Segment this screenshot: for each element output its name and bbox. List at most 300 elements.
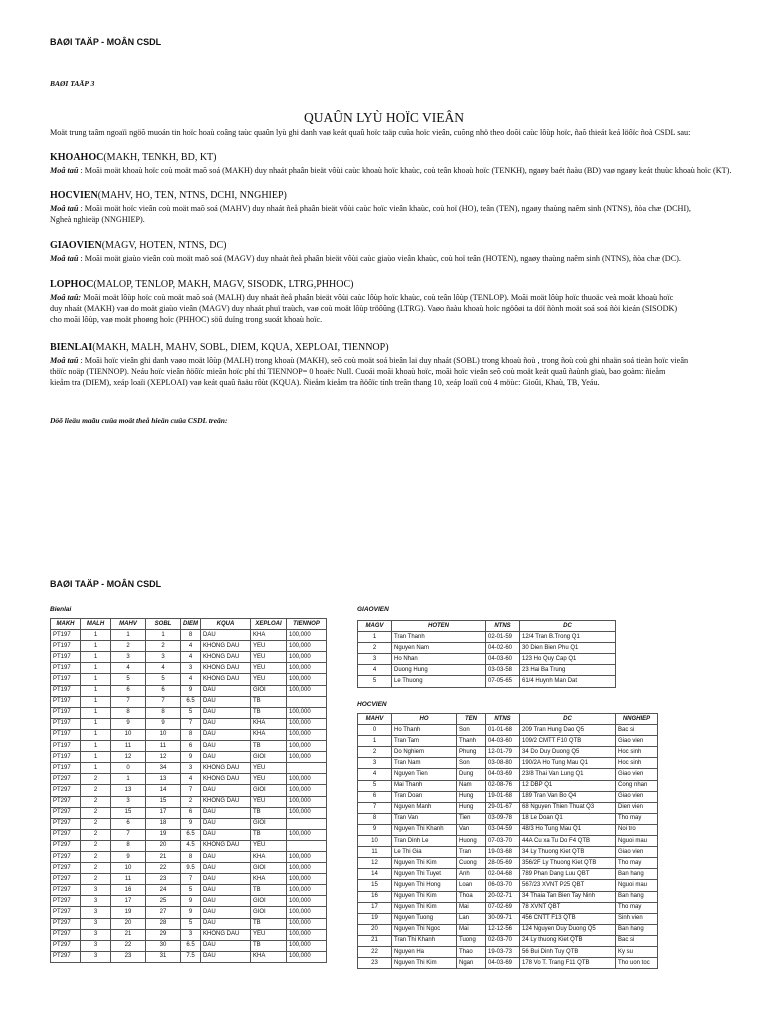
bienlai-cell: GIOI [251, 863, 287, 874]
bienlai-cell: 100,000 [287, 940, 327, 951]
bienlai-cell: 9 [111, 851, 146, 862]
bienlai-cell: DAU [201, 863, 251, 874]
hocvien-row [358, 924, 658, 935]
hocvien-cell: Tho may [616, 902, 658, 913]
bienlai-cell: PT297 [51, 807, 81, 818]
hocvien-cell: Nguyen Thi Kim [392, 858, 457, 869]
hocvien-cell: 04-03-69 [486, 769, 520, 780]
bienlai-cell: 100,000 [287, 707, 327, 718]
bienlai-cell: 1 [81, 663, 111, 674]
giaovien-cell: Nguyen Nam [392, 643, 486, 654]
bienlai-cell: 7 [111, 696, 146, 707]
hocvien-cell: Ban hang [616, 869, 658, 880]
bienlai-cell: GIOI [251, 818, 287, 829]
bienlai-cell: YEU [251, 652, 287, 663]
hocvien-cell: 12-12-56 [486, 924, 520, 935]
hocvien-row [358, 913, 658, 924]
hocvien-row [358, 791, 658, 802]
bienlai-col-header: DIEM [181, 619, 201, 630]
hocvien-row [358, 847, 658, 858]
bienlai-cell: PT197 [51, 652, 81, 663]
bienlai-cell: 100,000 [287, 807, 327, 818]
intro-paragraph: Moät trung taâm ngoaïi ngöõ muoán tin hoïc hoaù coâng taùc quaûn lyù ghi danh vaø keát quaû hoïc taäp cuûa hoïc vieân, cuõng nhö theo doõi caùc lôùp hoïc, ñaõ thieát keá löôïc ñoà CSDL sau: [50, 128, 691, 137]
hocvien-cell: Bac si [616, 725, 658, 736]
bienlai-cell: YEU [251, 641, 287, 652]
bienlai-cell: DAU [201, 907, 251, 918]
hocvien-cell: Ky su [616, 946, 658, 957]
hocvien-row [358, 780, 658, 791]
bienlai-cell: 8 [111, 840, 146, 851]
hocvien-cell: 15 [358, 880, 392, 891]
hocvien-cell: Phung [457, 747, 486, 758]
bienlai-cell: PT297 [51, 896, 81, 907]
hocvien-cell: Hung [457, 791, 486, 802]
hocvien-cell: Nguyen Thi Kim [392, 902, 457, 913]
bienlai-cell: KHONG DAU [201, 663, 251, 674]
hocvien-cell: 24 Ly thuong Kiet QTB [520, 935, 616, 946]
hocvien-row [358, 958, 658, 969]
bienlai-cell: 100,000 [287, 641, 327, 652]
bienlai-cell: 22 [146, 863, 181, 874]
bienlai-cell: 1 [81, 729, 111, 740]
hocvien-cell: 0 [358, 725, 392, 736]
giaovien-caption: GIAOVIEN [357, 606, 389, 613]
bienlai-cell: 1 [81, 696, 111, 707]
bienlai-cell: 20 [111, 918, 146, 929]
bienlai-cell: 9 [146, 718, 181, 729]
hocvien-row [358, 858, 658, 869]
hocvien-cell: 109/2 CMTT F10 QTB [520, 736, 616, 747]
bienlai-cell: 4 [181, 774, 201, 785]
bienlai-cell: 15 [111, 807, 146, 818]
bienlai-cell: 2 [81, 840, 111, 851]
bienlai-cell: 2 [81, 785, 111, 796]
bienlai-cell: 1 [111, 774, 146, 785]
bienlai-cell: GIOI [251, 896, 287, 907]
bienlai-cell: PT197 [51, 641, 81, 652]
bienlai-cell: PT197 [51, 763, 81, 774]
bienlai-cell: PT297 [51, 840, 81, 851]
bienlai-cell: PT297 [51, 907, 81, 918]
bienlai-table [50, 618, 327, 963]
hocvien-cell: 16 [358, 891, 392, 902]
hocvien-cell: 5 [358, 780, 392, 791]
giaovien-row [358, 632, 616, 643]
bienlai-row [51, 663, 327, 674]
bienlai-row [51, 840, 327, 851]
bienlai-cell: DAU [201, 896, 251, 907]
description-line: : Moãi hoïc vieân ghi danh vaøo moät lôùp (MALH) trong khoaù (MAKH), seõ coù moät soá bieân lai duy nhaát (SOBL) trong khoaù ñoù , trong ñoù coù ghi nhaän soá tieàn hoïc vieân [78, 356, 689, 365]
bienlai-cell: 100,000 [287, 729, 327, 740]
giaovien-cell: 4 [358, 665, 392, 676]
bienlai-cell: 21 [146, 851, 181, 862]
bienlai-cell: 2 [81, 818, 111, 829]
bienlai-cell: KHA [251, 729, 287, 740]
bienlai-cell: DAU [201, 718, 251, 729]
bienlai-col-header: XEPLOAI [251, 619, 287, 630]
bienlai-cell: 100,000 [287, 829, 327, 840]
giaovien-cell: Le Thuong [392, 676, 486, 687]
hocvien-cell: 14 [358, 869, 392, 880]
bienlai-cell: PT297 [51, 918, 81, 929]
hocvien-cell: 19-03-68 [486, 847, 520, 858]
description-line: Ngheà nghieäp (NNGHIEP). [50, 215, 145, 224]
giaovien-cell: 123 Ho Quy Cap Q1 [520, 654, 616, 665]
hocvien-cell: Giao vien [616, 791, 658, 802]
giaovien-col-header: MAGV [358, 621, 392, 632]
giaovien-cell: Tran Thanh [392, 632, 486, 643]
bienlai-row [51, 863, 327, 874]
giaovien-col-header: DC [520, 621, 616, 632]
hocvien-cell: 34 Thaia Tan Bien Tay Ninh [520, 891, 616, 902]
bienlai-cell: PT297 [51, 951, 81, 962]
entity-attributes: (MAHV, HO, TEN, NTNS, DCHI, NNGHIEP) [97, 190, 287, 201]
bienlai-row [51, 752, 327, 763]
bienlai-cell: 6 [111, 818, 146, 829]
bienlai-cell: 100,000 [287, 863, 327, 874]
bienlai-cell: 1 [81, 718, 111, 729]
hocvien-cell: Anh [457, 869, 486, 880]
bienlai-cell: 7 [181, 874, 201, 885]
bienlai-cell: DAU [201, 707, 251, 718]
bienlai-cell: 9 [111, 718, 146, 729]
bienlai-col-header: MAKH [51, 619, 81, 630]
sample-data-note: Döõ lieäu maãu cuûa moät theå hieän cuûa CSDL treân: [50, 416, 228, 425]
bienlai-cell: 100,000 [287, 896, 327, 907]
hocvien-cell: Lan [457, 913, 486, 924]
bienlai-row [51, 641, 327, 652]
hocvien-row [358, 769, 658, 780]
hocvien-table [357, 713, 658, 969]
page-header: BAØI TAÄP - MOÂN CSDL [50, 37, 162, 47]
hocvien-cell: Nguyen Thi Kim [392, 891, 457, 902]
bienlai-cell: 2 [81, 829, 111, 840]
bienlai-cell: 21 [111, 929, 146, 940]
bienlai-cell: 7.5 [181, 951, 201, 962]
hocvien-cell: Cong nhan [616, 780, 658, 791]
hocvien-row [358, 824, 658, 835]
description-line: cho moãi lôùp, vaø moät phoøng hoïc (PHHOC) söû duïng trong suoát khoaù hoïc. [50, 315, 323, 324]
bienlai-cell: 8 [181, 729, 201, 740]
bienlai-cell: PT297 [51, 829, 81, 840]
bienlai-cell: 6 [111, 685, 146, 696]
bienlai-cell: 6.5 [181, 940, 201, 951]
hocvien-cell: 04-03-69 [486, 958, 520, 969]
bienlai-cell: 31 [146, 951, 181, 962]
bienlai-cell: 100,000 [287, 785, 327, 796]
bienlai-cell: 3 [111, 652, 146, 663]
bienlai-cell: KHONG DAU [201, 796, 251, 807]
bienlai-cell: 1 [81, 630, 111, 641]
hocvien-col-header: NTNS [486, 714, 520, 725]
bienlai-row [51, 652, 327, 663]
entity-attributes: (MAKH, MALH, MAHV, SOBL, DIEM, KQUA, XEPLOAI, TIENNOP) [92, 342, 389, 353]
bienlai-cell: 7 [146, 696, 181, 707]
hocvien-cell: Tran Nam [392, 758, 457, 769]
giaovien-cell: 12/4 Tran B.Trong Q1 [520, 632, 616, 643]
bienlai-cell: 100,000 [287, 851, 327, 862]
bienlai-caption: Bienlai [50, 606, 72, 613]
giaovien-cell: 02-01-59 [486, 632, 520, 643]
bienlai-cell: 2 [181, 796, 201, 807]
bienlai-cell: DAU [201, 940, 251, 951]
hocvien-cell: Tran Doan [392, 791, 457, 802]
hocvien-cell: 19 [358, 913, 392, 924]
hocvien-cell: 789 Phan Dang Luu QBT [520, 869, 616, 880]
bienlai-cell: 3 [81, 940, 111, 951]
bienlai-cell: 100,000 [287, 741, 327, 752]
bienlai-cell: KHA [251, 951, 287, 962]
bienlai-cell: 8 [181, 630, 201, 641]
hocvien-row [358, 747, 658, 758]
bienlai-cell: 1 [111, 630, 146, 641]
hocvien-row [358, 736, 658, 747]
bienlai-col-header: MALH [81, 619, 111, 630]
bienlai-cell: 3 [81, 918, 111, 929]
hocvien-cell: 11 [358, 847, 392, 858]
giaovien-row [358, 676, 616, 687]
bienlai-row [51, 807, 327, 818]
hocvien-row [358, 869, 658, 880]
bienlai-cell: 20 [146, 840, 181, 851]
bienlai-cell: TB [251, 918, 287, 929]
entity-giaovien [50, 240, 740, 264]
bienlai-cell: PT297 [51, 874, 81, 885]
hocvien-row [358, 946, 658, 957]
bienlai-cell: DAU [201, 785, 251, 796]
bienlai-cell: GIOI [251, 685, 287, 696]
description-line: kieåm tra (DIEM), xeáp loaïi (XEPLOAI) vaø keát quaû ñaäu rôùt (KQUA). Ñieåm kieåm tra ñöôïc tính treân thang 10, xeáp loaïi coù 4 möùc: Gioûi, Khaù, TB, Yeáu. [50, 378, 600, 387]
bienlai-cell: GIOI [251, 785, 287, 796]
hocvien-cell: 456 CNTT F13 QTB [520, 913, 616, 924]
bienlai-cell: 3 [81, 929, 111, 940]
hocvien-cell: 3 [358, 758, 392, 769]
bienlai-cell: 3 [181, 663, 201, 674]
bienlai-cell: 7 [111, 829, 146, 840]
bienlai-cell: 1 [146, 630, 181, 641]
bienlai-row [51, 829, 327, 840]
bienlai-cell: KHONG DAU [201, 652, 251, 663]
bienlai-cell: 28 [146, 918, 181, 929]
hocvien-cell: 28-05-69 [486, 858, 520, 869]
hocvien-cell: Thanh [457, 736, 486, 747]
hocvien-cell: 23 [358, 958, 392, 969]
giaovien-cell: 04-02-60 [486, 643, 520, 654]
bienlai-cell: PT197 [51, 663, 81, 674]
hocvien-cell: 34 Ly Thuong Kiet QTB [520, 847, 616, 858]
bienlai-cell: 5 [181, 918, 201, 929]
bienlai-cell: 100,000 [287, 885, 327, 896]
bienlai-row [51, 707, 327, 718]
bienlai-col-header: SOBL [146, 619, 181, 630]
hocvien-cell: 9 [358, 824, 392, 835]
bienlai-cell: TB [251, 807, 287, 818]
bienlai-cell: PT197 [51, 707, 81, 718]
bienlai-cell: PT297 [51, 818, 81, 829]
bienlai-row [51, 796, 327, 807]
hocvien-row [358, 725, 658, 736]
bienlai-cell: DAU [201, 696, 251, 707]
bienlai-cell: 29 [146, 929, 181, 940]
bienlai-cell: 9 [181, 818, 201, 829]
bienlai-cell: TB [251, 741, 287, 752]
hocvien-cell: Nguoi mau [616, 836, 658, 847]
bienlai-cell: 3 [81, 896, 111, 907]
bienlai-cell: KHONG DAU [201, 840, 251, 851]
bienlai-cell: 2 [81, 796, 111, 807]
hocvien-cell: 17 [358, 902, 392, 913]
bienlai-cell: YEU [251, 674, 287, 685]
bienlai-cell: TB [251, 696, 287, 707]
hocvien-cell: 124 Nguyen Duy Duong Q5 [520, 924, 616, 935]
bienlai-cell: DAU [201, 918, 251, 929]
hocvien-cell: Nguoi mau [616, 880, 658, 891]
bienlai-cell: KHONG DAU [201, 763, 251, 774]
bienlai-cell: PT197 [51, 741, 81, 752]
bienlai-cell: 100,000 [287, 652, 327, 663]
hocvien-cell: 4 [358, 769, 392, 780]
bienlai-row [51, 818, 327, 829]
hocvien-cell: Hung [457, 802, 486, 813]
bienlai-cell: 6 [181, 741, 201, 752]
bienlai-cell: 7 [181, 718, 201, 729]
bienlai-cell: 27 [146, 907, 181, 918]
bienlai-cell: 23 [111, 951, 146, 962]
giaovien-cell: Ho Nhan [392, 654, 486, 665]
bienlai-cell: 12 [146, 752, 181, 763]
bienlai-cell: PT297 [51, 940, 81, 951]
bienlai-cell: TB [251, 885, 287, 896]
bienlai-cell: PT297 [51, 863, 81, 874]
bienlai-cell: 3 [181, 929, 201, 940]
page-header-2: BAØI TAÄP - MOÂN CSDL [50, 579, 162, 589]
bienlai-row [51, 851, 327, 862]
bienlai-cell: 5 [181, 885, 201, 896]
giaovien-cell: Duong Hung [392, 665, 486, 676]
bienlai-cell: 16 [111, 885, 146, 896]
hocvien-cell: 04-03-60 [486, 736, 520, 747]
hocvien-row [358, 802, 658, 813]
bienlai-cell: 3 [81, 885, 111, 896]
hocvien-cell: 356/2F Ly Thuong Kiet QTB [520, 858, 616, 869]
bienlai-cell: 3 [181, 763, 201, 774]
bienlai-cell: 6 [181, 807, 201, 818]
bienlai-cell: TB [251, 940, 287, 951]
bienlai-cell: 24 [146, 885, 181, 896]
bienlai-cell: 2 [81, 774, 111, 785]
hocvien-cell: 10 [358, 836, 392, 847]
bienlai-cell: 100,000 [287, 630, 327, 641]
bienlai-cell: 1 [81, 641, 111, 652]
hocvien-cell: Ngan [457, 958, 486, 969]
bienlai-cell: KHA [251, 874, 287, 885]
bienlai-cell: 22 [111, 940, 146, 951]
hocvien-cell: 02-08-76 [486, 780, 520, 791]
giaovien-table [357, 620, 616, 688]
hocvien-cell: 19-03-73 [486, 946, 520, 957]
hocvien-cell: Ban hang [616, 924, 658, 935]
description-line: Moãi moät lôùp hoïc coù moät maõ soá (MALH) duy nhaát ñeå phaân bieät vôùi caùc lôùp hoïc khaùc, coù teân lôùp (TENLOP). Moãi moät lôùp hoïc thuoäc veà moät khoaù hoïc [81, 293, 674, 302]
entity-name: KHOAHOC [50, 152, 104, 163]
bienlai-cell: KHA [251, 718, 287, 729]
hocvien-cell: 22 [358, 946, 392, 957]
bienlai-cell: 1 [81, 652, 111, 663]
hocvien-cell: Tien [457, 813, 486, 824]
bienlai-cell: 11 [111, 874, 146, 885]
bienlai-cell: 4 [111, 663, 146, 674]
bienlai-cell: 4 [181, 674, 201, 685]
hocvien-cell: Son [457, 758, 486, 769]
hocvien-cell: Mai [457, 924, 486, 935]
giaovien-row [358, 665, 616, 676]
bienlai-cell: YEU [251, 774, 287, 785]
hocvien-cell: 34 Do Duy Duong Q5 [520, 747, 616, 758]
bienlai-table-wrap [50, 618, 327, 963]
bienlai-cell: 1 [81, 741, 111, 752]
bienlai-cell: 1 [81, 685, 111, 696]
bienlai-cell: KHONG DAU [201, 929, 251, 940]
bienlai-cell: 2 [81, 851, 111, 862]
hocvien-cell: 01-01-68 [486, 725, 520, 736]
bienlai-cell: 100,000 [287, 929, 327, 940]
hocvien-cell: 06-03-70 [486, 880, 520, 891]
hocvien-cell: 12-01-79 [486, 747, 520, 758]
bienlai-cell: 19 [146, 829, 181, 840]
bienlai-cell: 3 [81, 951, 111, 962]
hocvien-cell: Tho may [616, 813, 658, 824]
bienlai-cell: PT297 [51, 885, 81, 896]
bienlai-cell: 5 [146, 674, 181, 685]
hocvien-cell: Giao vien [616, 769, 658, 780]
description-line: : Moãi moät khoaù hoïc coù moät maõ soá (MAKH) duy nhaát phaân bieät vôùi caùc khoaù hoïc khaùc, coù teân khoaù hoïc (TENKH), ngaøy baét ñaàu (BD) vaø ngaøy keát thuùc khoaù hoïc (KT). [78, 166, 732, 175]
bienlai-cell: 1 [81, 752, 111, 763]
hocvien-cell: 03-04-59 [486, 824, 520, 835]
bienlai-cell: YEU [251, 840, 287, 851]
bienlai-cell: 100,000 [287, 685, 327, 696]
hocvien-cell: 178 Vo T. Trang F11 QTB [520, 958, 616, 969]
bienlai-cell [287, 818, 327, 829]
giaovien-cell: 03-03-58 [486, 665, 520, 676]
bienlai-col-header: TIENNOP [287, 619, 327, 630]
hocvien-cell: Hoc sinh [616, 758, 658, 769]
bienlai-cell: 18 [146, 818, 181, 829]
hocvien-col-header: TEN [457, 714, 486, 725]
bienlai-cell: 30 [146, 940, 181, 951]
hocvien-row [358, 891, 658, 902]
hocvien-cell: 189 Tran Van Bo Q4 [520, 791, 616, 802]
hocvien-cell: 6 [358, 791, 392, 802]
bienlai-cell: 100,000 [287, 918, 327, 929]
giaovien-cell: 3 [358, 654, 392, 665]
bienlai-cell: DAU [201, 685, 251, 696]
bienlai-cell: GIOI [251, 752, 287, 763]
bienlai-cell: DAU [201, 741, 251, 752]
description-line: : Moãi moät giaùo vieân coù moät maõ soá (MAGV) duy nhaát ñeå phaân bieät vôùi caùc giaùo vieân khaùc, coù hoï teân (HOTEN), ngaøy thaùng naêm sinh (NTNS), ñòa chæ (DC). [78, 254, 681, 263]
hocvien-cell: Bac si [616, 935, 658, 946]
bienlai-row [51, 907, 327, 918]
bienlai-cell: 2 [111, 641, 146, 652]
description-label: Moâ taû [50, 166, 79, 175]
bienlai-cell: 2 [146, 641, 181, 652]
giaovien-cell: 1 [358, 632, 392, 643]
hocvien-cell: Thao [457, 946, 486, 957]
bienlai-cell: 100,000 [287, 674, 327, 685]
hocvien-cell: Nguyen Ha [392, 946, 457, 957]
hocvien-cell: 20 [358, 924, 392, 935]
hocvien-cell: Tran [457, 847, 486, 858]
hocvien-cell: 20-02-71 [486, 891, 520, 902]
entity-lophoc [50, 279, 740, 325]
